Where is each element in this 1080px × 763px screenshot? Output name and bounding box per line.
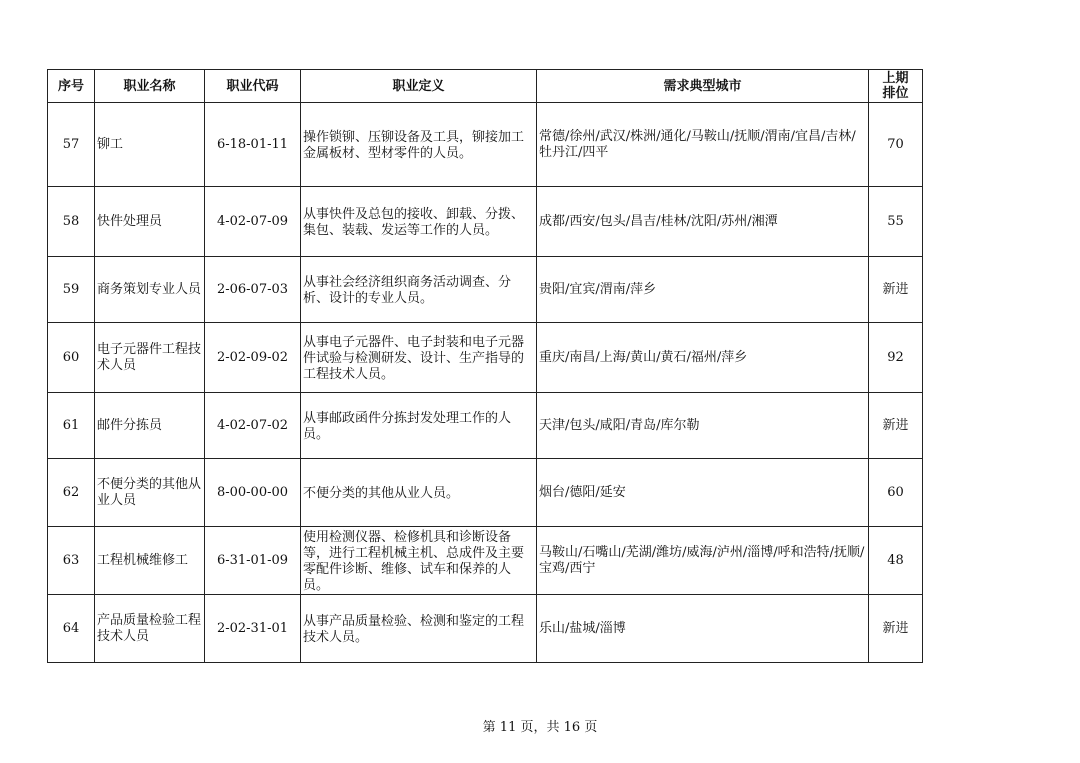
cell-code: 6-31-01-09 bbox=[205, 527, 301, 595]
cell-definition: 从事社会经济组织商务活动调查、分析、设计的专业人员。 bbox=[301, 257, 537, 323]
cell-name: 商务策划专业人员 bbox=[95, 257, 205, 323]
cell-cities: 天津/包头/咸阳/青岛/库尔勒 bbox=[537, 393, 869, 459]
cell-code: 6-18-01-11 bbox=[205, 103, 301, 187]
page-footer-current: 11 bbox=[499, 720, 517, 735]
cell-code: 2-02-09-02 bbox=[205, 323, 301, 393]
cell-name: 邮件分拣员 bbox=[95, 393, 205, 459]
table-row bbox=[48, 527, 923, 595]
header-no: 序号 bbox=[48, 70, 95, 103]
cell-no: 64 bbox=[48, 595, 95, 663]
table-row bbox=[48, 257, 923, 323]
cell-definition: 使用检测仪器、检修机具和诊断设备等，进行工程机械主机、总成件及主要零配件诊断、维修、试车和保养的人员。 bbox=[301, 527, 537, 595]
cell-prev-rank: 新进 bbox=[869, 393, 923, 459]
cell-no: 63 bbox=[48, 527, 95, 595]
cell-prev-rank: 60 bbox=[869, 459, 923, 527]
cell-prev-rank: 新进 bbox=[869, 595, 923, 663]
cell-no: 59 bbox=[48, 257, 95, 323]
cell-name: 铆工 bbox=[95, 103, 205, 187]
cell-cities: 贵阳/宜宾/渭南/萍乡 bbox=[537, 257, 869, 323]
cell-name: 快件处理员 bbox=[95, 187, 205, 257]
cell-definition: 从事电子元器件、电子封装和电子元器件试验与检测研发、设计、生产指导的工程技术人员。 bbox=[301, 323, 537, 393]
cell-code: 4-02-07-09 bbox=[205, 187, 301, 257]
cell-cities: 常德/徐州/武汉/株洲/通化/马鞍山/抚顺/渭南/宜昌/吉林/牡丹江/四平 bbox=[537, 103, 869, 187]
cell-definition: 操作锁铆、压铆设备及工具，铆接加工金属板材、型材零件的人员。 bbox=[301, 103, 537, 187]
header-prev-rank bbox=[869, 70, 923, 103]
cell-cities: 烟台/德阳/延安 bbox=[537, 459, 869, 527]
cell-cities: 马鞍山/石嘴山/芜湖/潍坊/威海/泸州/淄博/呼和浩特/抚顺/宝鸡/西宁 bbox=[537, 527, 869, 595]
header-code: 职业代码 bbox=[205, 70, 301, 103]
cell-name: 电子元器件工程技术人员 bbox=[95, 323, 205, 393]
table-row bbox=[48, 595, 923, 663]
cell-prev-rank: 92 bbox=[869, 323, 923, 393]
cell-cities: 重庆/南昌/上海/黄山/黄石/福州/萍乡 bbox=[537, 323, 869, 393]
job-demand-table bbox=[47, 69, 923, 663]
cell-no: 57 bbox=[48, 103, 95, 187]
cell-definition: 从事快件及总包的接收、卸载、分拨、集包、装载、发运等工作的人员。 bbox=[301, 187, 537, 257]
cell-definition: 不便分类的其他从业人员。 bbox=[301, 459, 537, 527]
cell-no: 62 bbox=[48, 459, 95, 527]
page-footer-mid: 页，共 bbox=[520, 720, 560, 735]
header-cities: 需求典型城市 bbox=[537, 70, 869, 103]
cell-prev-rank: 新进 bbox=[869, 257, 923, 323]
cell-definition: 从事产品质量检验、检测和鉴定的工程技术人员。 bbox=[301, 595, 537, 663]
table-row bbox=[48, 103, 923, 187]
cell-no: 60 bbox=[48, 323, 95, 393]
page-footer bbox=[0, 716, 1080, 735]
table-row bbox=[48, 187, 923, 257]
header-prev-rank-line1: 上期 bbox=[882, 71, 909, 86]
cell-no: 61 bbox=[48, 393, 95, 459]
cell-cities: 成都/西安/包头/昌吉/桂林/沈阳/苏州/湘潭 bbox=[537, 187, 869, 257]
cell-code: 2-06-07-03 bbox=[205, 257, 301, 323]
table-row bbox=[48, 393, 923, 459]
header-name: 职业名称 bbox=[95, 70, 205, 103]
cell-code: 2-02-31-01 bbox=[205, 595, 301, 663]
cell-name: 不便分类的其他从业人员 bbox=[95, 459, 205, 527]
table-row bbox=[48, 323, 923, 393]
table-row bbox=[48, 459, 923, 527]
header-definition: 职业定义 bbox=[301, 70, 537, 103]
cell-name: 工程机械维修工 bbox=[95, 527, 205, 595]
table-header-row bbox=[48, 70, 923, 103]
page-footer-suffix: 页 bbox=[584, 720, 598, 735]
cell-prev-rank: 55 bbox=[869, 187, 923, 257]
cell-no: 58 bbox=[48, 187, 95, 257]
cell-definition: 从事邮政函件分拣封发处理工作的人员。 bbox=[301, 393, 537, 459]
cell-cities: 乐山/盐城/淄博 bbox=[537, 595, 869, 663]
page-footer-prefix: 第 bbox=[482, 720, 496, 735]
cell-prev-rank: 70 bbox=[869, 103, 923, 187]
header-prev-rank-line2: 排位 bbox=[882, 86, 909, 101]
job-demand-table-container bbox=[47, 69, 922, 663]
cell-code: 4-02-07-02 bbox=[205, 393, 301, 459]
cell-name: 产品质量检验工程技术人员 bbox=[95, 595, 205, 663]
cell-prev-rank: 48 bbox=[869, 527, 923, 595]
page-footer-total: 16 bbox=[563, 720, 581, 735]
cell-code: 8-00-00-00 bbox=[205, 459, 301, 527]
